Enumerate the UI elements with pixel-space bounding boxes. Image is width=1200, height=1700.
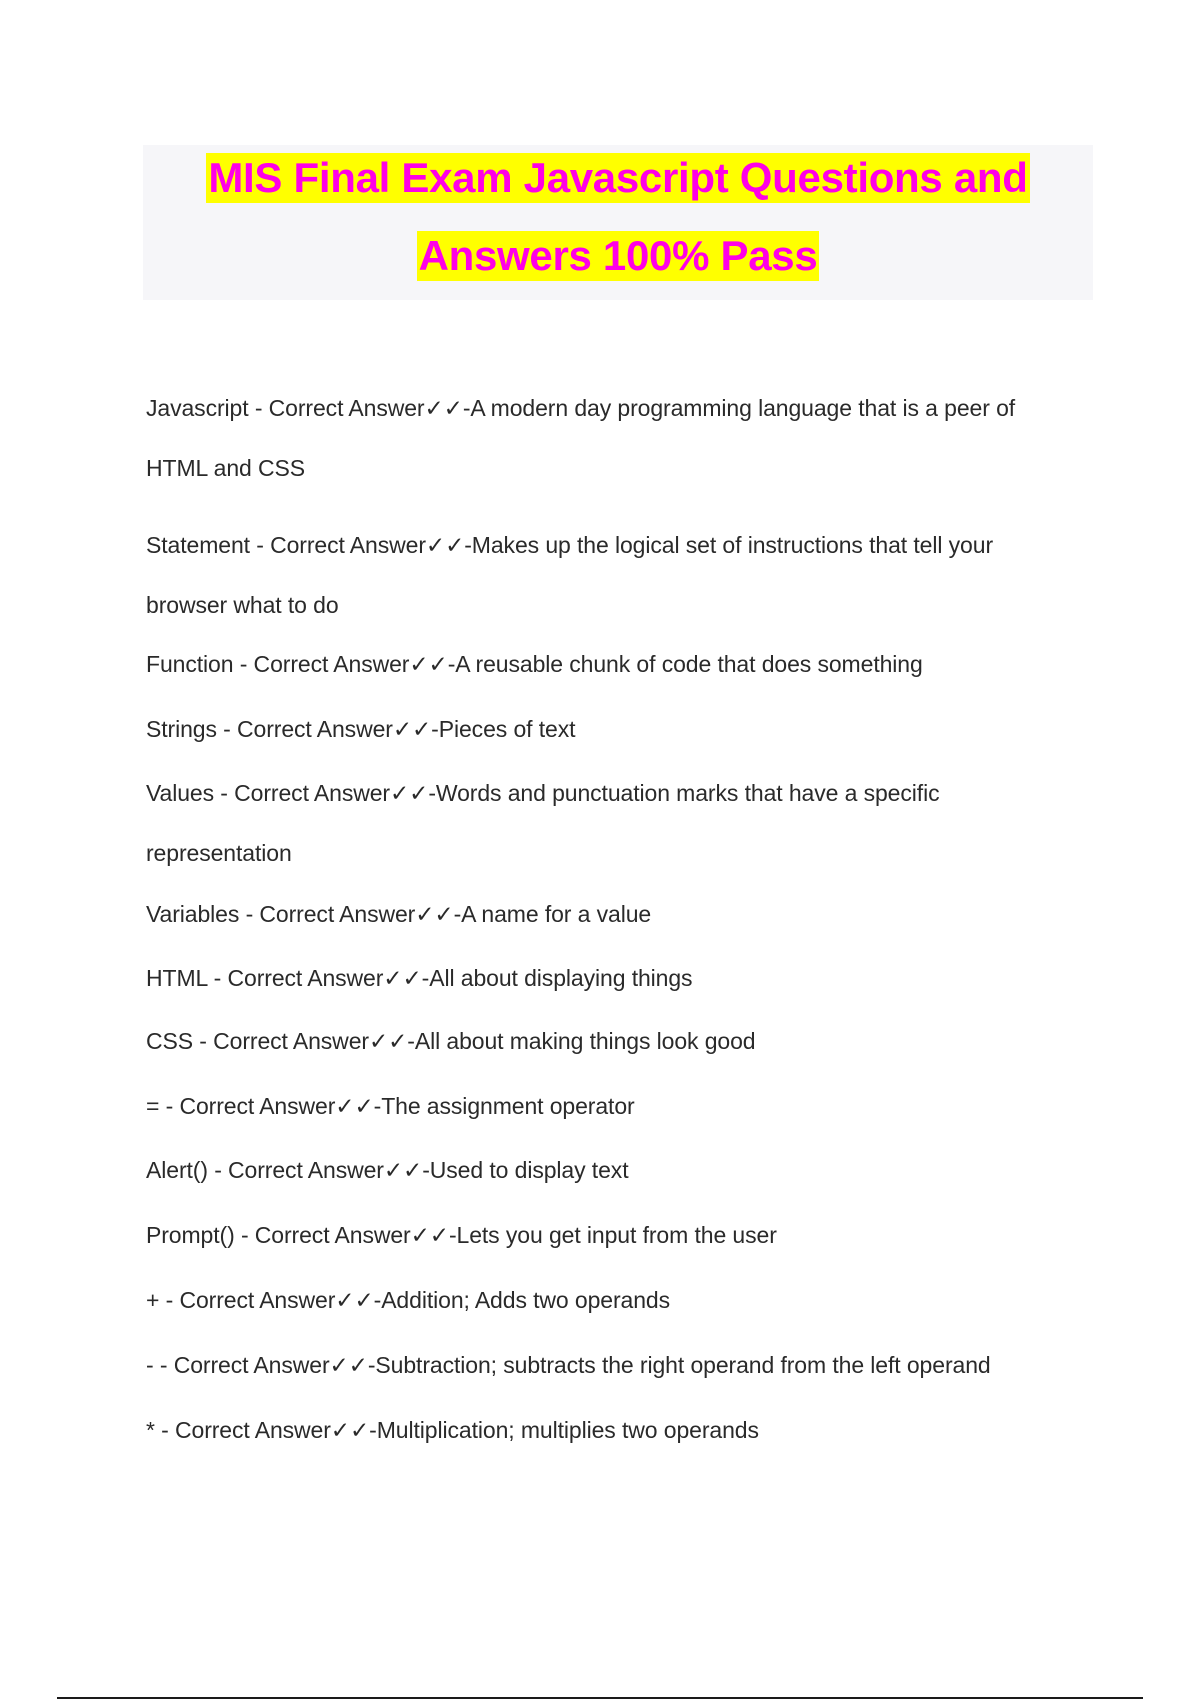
qa-item-line: Values - Correct Answer✓✓-Words and punctuation marks that have a specific: [146, 780, 940, 806]
qa-item-line: Prompt() - Correct Answer✓✓-Lets you get input from the user: [146, 1222, 777, 1248]
qa-item: [146, 763, 1086, 883]
title-panel: [143, 145, 1093, 300]
qa-item-line: Alert() - Correct Answer✓✓-Used to display text: [146, 1157, 629, 1183]
qa-item-line: representation: [146, 840, 292, 866]
qa-item: [146, 1076, 1086, 1136]
title-row-2: [143, 227, 1093, 305]
qa-item: [146, 1270, 1086, 1330]
qa-item: [146, 378, 1086, 498]
document-title-line-2: Answers 100% Pass: [418, 232, 818, 279]
qa-item-line: CSS - Correct Answer✓✓-All about making things look good: [146, 1028, 756, 1054]
qa-item-line: = - Correct Answer✓✓-The assignment operator: [146, 1093, 635, 1119]
qa-item-line: + - Correct Answer✓✓-Addition; Adds two operands: [146, 1287, 671, 1313]
qa-item: [146, 884, 1086, 944]
qa-item: [146, 948, 1086, 1008]
qa-item: [146, 1400, 1086, 1460]
footer-divider: [57, 1697, 1143, 1699]
qa-item: [146, 1011, 1086, 1071]
document-title-line-1: MIS Final Exam Javascript Questions and: [208, 154, 1028, 201]
qa-item-line: Variables - Correct Answer✓✓-A name for a value: [146, 901, 652, 927]
qa-item: [146, 515, 1086, 635]
qa-item-line: Javascript - Correct Answer✓✓-A modern day programming language that is a peer of: [146, 395, 1016, 421]
qa-item-line: HTML and CSS: [146, 455, 306, 481]
qa-item: [146, 1140, 1086, 1200]
qa-item: [146, 1205, 1086, 1265]
qa-item-line: browser what to do: [146, 592, 339, 618]
qa-item: [146, 1335, 1086, 1395]
title-row-1: [143, 149, 1093, 227]
qa-item-line: Statement - Correct Answer✓✓-Makes up the logical set of instructions that tell your: [146, 532, 994, 558]
qa-item-line: HTML - Correct Answer✓✓-All about displaying things: [146, 965, 693, 991]
qa-item-line: - - Correct Answer✓✓-Subtraction; subtracts the right operand from the left operand: [146, 1352, 991, 1378]
qa-item-line: * - Correct Answer✓✓-Multiplication; multiplies two operands: [146, 1417, 759, 1443]
qa-item-line: Function - Correct Answer✓✓-A reusable chunk of code that does something: [146, 651, 923, 677]
qa-item: [146, 699, 1086, 759]
qa-item-line: Strings - Correct Answer✓✓-Pieces of text: [146, 716, 576, 742]
qa-item: [146, 634, 1086, 694]
